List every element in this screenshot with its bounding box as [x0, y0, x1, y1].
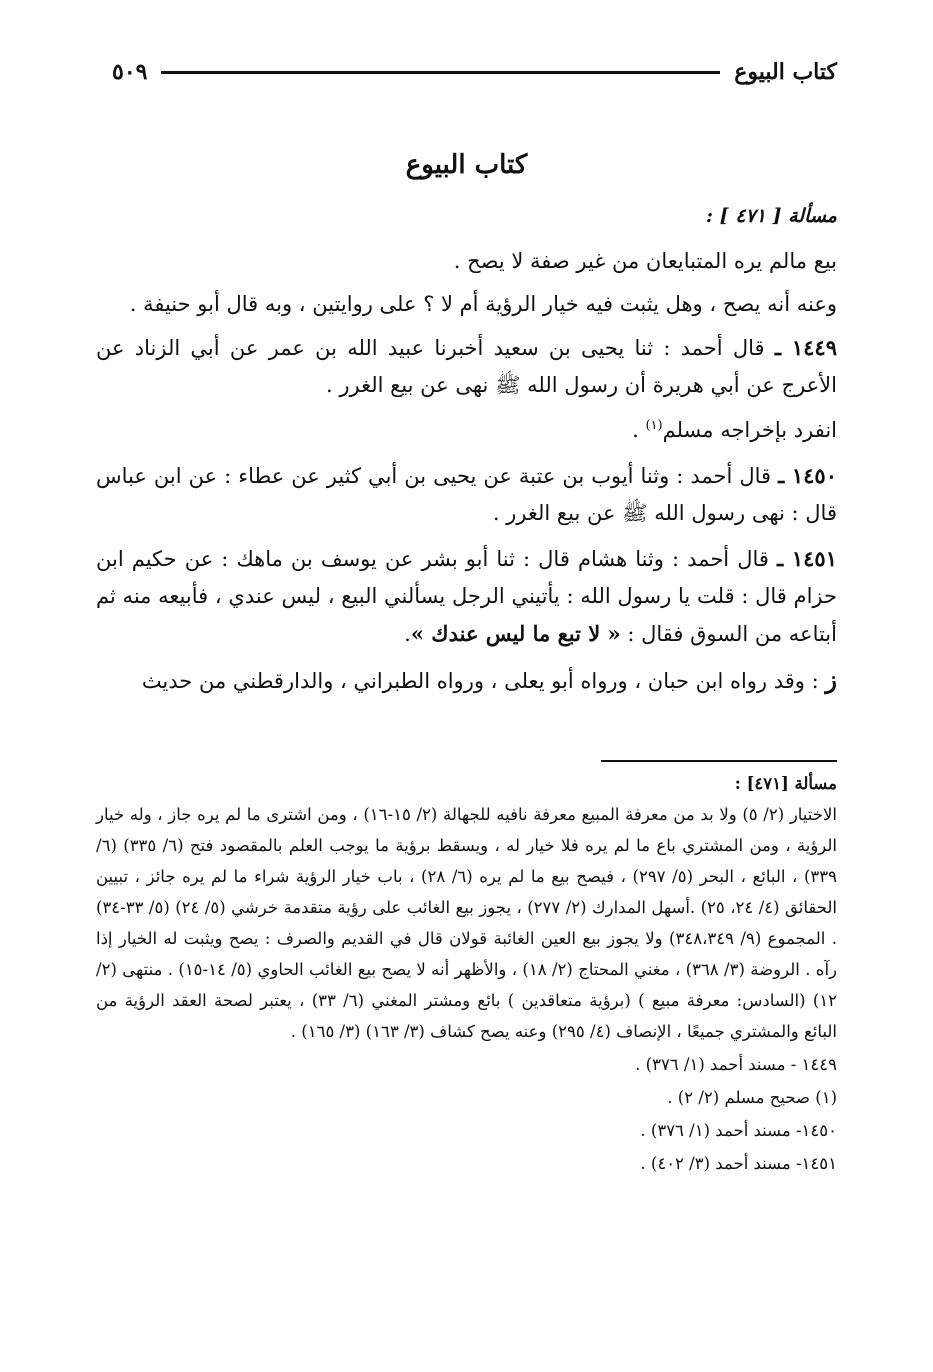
footnote-marker: (١): [645, 418, 663, 433]
chapter-title: كتاب البيوع: [405, 150, 528, 180]
hadith-1449: [96, 329, 837, 404]
paragraph-variant: وعنه أنه يصح ، وهل يثبت فيه خيار الرؤية أم لا ؟ على روايتين ، وبه قال أبو حنيفة .: [129, 292, 837, 316]
hadith-text: قال أحمد : وثنا هشام قال : ثنا أبو بشر عن يوسف بن ماهك : عن حكيم ابن حزام قال : قلت يا رسول الله : يأتيني الرجل يسألني البيع ، ليس عندي ، فأبيعه منه ثم أبتاعه من السوق فقال :: [96, 547, 837, 646]
footnote-ref-1450: ١٤٥٠- مسند أحمد (١/ ٣٧٦) .: [640, 1121, 837, 1140]
zawaid-note: [96, 661, 837, 700]
running-header: [112, 52, 837, 92]
hadith-1451: [96, 540, 837, 653]
page-number: ٥٠٩: [112, 59, 148, 85]
hadith-quote: « لا تبع ما ليس عندك »: [410, 621, 621, 646]
hadith-1450: [96, 457, 837, 532]
footnote-ref-1: (١) صحيح مسلم (٢/ ٢) .: [667, 1088, 837, 1107]
footnote-rule: [601, 760, 837, 762]
issue-label: مسألة [ ٤٧١ ] :: [706, 205, 837, 227]
main-text: [96, 198, 837, 706]
hadith-text: قال أحمد : وثنا أيوب بن عتبة عن يحيى بن أبي كثير عن عطاء : عن ابن عباس قال : نهى رسول الله ﷺ عن بيع الغرر .: [96, 464, 837, 525]
footnote-ref-1451: ١٤٥١- مسند أحمد (٣/ ٤٠٢) .: [640, 1154, 837, 1173]
hadith-end: .: [404, 622, 411, 646]
footnote-text: الاختيار (٢/ ٥) ولا بد من معرفة المبيع معرفة نافيه للجهالة (٢/ ١٥-١٦) ، ومن اشترى ما لم يره جاز ، وله خيار الرؤية ، ومن المشتري باع ما لم يره فلا خيار له ، ويسقط برؤية ما يوجب العلم بالمقصود فتح (٦/ ٣٣٥) (٦/ ٣٣٩) ، البائع ، البحر (٥/ ٢٩٧) ، فيصح بيع ما لم يره (٦/ ٢٨) ، باب خيار الرؤية شراء ما لم يره جائز ، تبيين الحقائق (٤/ ٢٤، ٢٥) .أسهل المدارك (٢/ ٢٧٧) ، يجوز بيع الغائب على رؤية متقدمة خرشي (٥/ ٢٤) (٥/ ٣٣-٣٤) . المجموع (٩/ ٣٤٨،٣٤٩) ولا يجوز بيع العين الغائبة قولان قال في القديم والصرف : يصح ويثبت له الخيار إذا رآه . الروضة (٣/ ٣٦٨) ، مغني المحتاج (٢/ ١٨) ، والأظهر أنه لا يصح بيع الغائب الحاوي (٥/ ١٤-١٥) . منتهى (٢/ ١٢) (السادس: معرفة مبيع ) (برؤية متعاقدين ) بائع ومشتر المغني (٦/ ٣٣) ، يعتبر لصحة العقد الرؤية من البائع والمشتري جميعًا ، الإنصاف (٤/ ٢٩٥) وعنه يصح كشاف (٣/ ١٦٣) (٣/ ١٦٥) .: [96, 805, 838, 1041]
hadith-text: قال أحمد : ثنا يحيى بن سعيد أخبرنا عبيد الله بن عمر عن أبي الزناد عن الأعرج عن أبي هريرة أن رسول الله ﷺ نهى عن بيع الغرر .: [96, 336, 837, 397]
header-rule: [161, 71, 720, 74]
note-text: انفرد بإخراجه مسلم: [662, 418, 837, 442]
hadith-number: ١٤٤٩ ـ: [774, 335, 837, 360]
zay-mark: ز: [825, 665, 837, 694]
hadith-number: ١٤٥١ ـ: [777, 546, 837, 571]
header-title: كتاب البيوع: [734, 59, 837, 85]
paragraph-ruling: بيع مالم يره المتبايعان من غير صفة لا يصح .: [453, 249, 837, 273]
hadith-1449-note: [96, 412, 837, 449]
footnotes: [96, 768, 837, 1179]
hadith-number: ١٤٥٠ ـ: [778, 463, 837, 488]
note-end: .: [632, 418, 646, 442]
footnote-issue-label: مسألة [٤٧١] :: [734, 774, 837, 793]
zay-text: : وقد رواه ابن حبان ، ورواه أبو يعلى ، ورواه الطبراني ، والدارقطني من حديث: [141, 669, 819, 693]
footnote-ref-1449: ١٤٤٩ - مسند أحمد (١/ ٣٧٦) .: [635, 1055, 837, 1074]
